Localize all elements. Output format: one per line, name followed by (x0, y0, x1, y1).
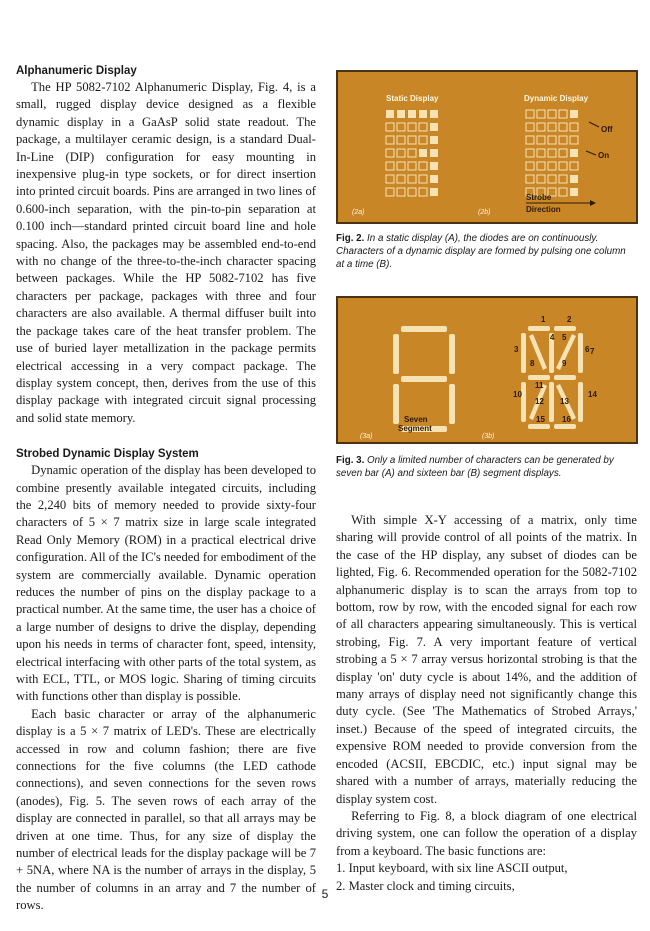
page-number: 5 (321, 887, 329, 901)
led-off (397, 162, 405, 170)
led-off (386, 149, 394, 157)
segment-number-label: 16 (562, 415, 571, 424)
static-led-matrix (386, 110, 438, 196)
segment-bar (549, 382, 554, 422)
led-off (408, 149, 416, 157)
figure-2-caption-text: In a static display (A), the diodes are on continuously. Characters of a dynamic display are formed by pulsing one column at a time (B). (336, 233, 626, 270)
led-on (408, 110, 416, 118)
segment-bar (401, 326, 447, 332)
led-off (397, 136, 405, 144)
paragraph: Referring to Fig. 8, a block diagram of one electrical driving system, one can follow the operation of a display from a keyboard. The basic functions are: (336, 808, 637, 858)
led-off (570, 136, 578, 144)
led-off (559, 188, 567, 196)
segment-number-label: 5 (562, 333, 567, 342)
segment-bar (578, 333, 583, 373)
led-off (559, 162, 567, 170)
led-off (408, 175, 416, 183)
led-off (537, 123, 545, 131)
led-off (419, 175, 427, 183)
led-off (386, 136, 394, 144)
led-off (548, 162, 556, 170)
segment-bar (449, 334, 455, 374)
led-on (386, 110, 394, 118)
led-on (419, 110, 427, 118)
strobe-arrowhead-icon (590, 200, 596, 206)
figure-3 (336, 296, 638, 444)
led-on (430, 188, 438, 196)
figure-2 (336, 70, 638, 224)
led-on (570, 149, 578, 157)
figure-3a-tag: (3a) (360, 433, 373, 440)
led-on (397, 110, 405, 118)
led-off (386, 175, 394, 183)
static-display-label: Static Display (386, 94, 439, 103)
led-on (570, 110, 578, 118)
segment-number-label: 11 (535, 381, 544, 390)
strobe-label: Strobe (526, 193, 552, 202)
segment-number-label: 10 (513, 390, 522, 399)
figure-3-graphic (338, 298, 636, 442)
led-on (570, 175, 578, 183)
segment-number-label: 12 (535, 397, 544, 406)
led-off (537, 110, 545, 118)
led-off (526, 110, 534, 118)
led-off (559, 123, 567, 131)
segment-bar (393, 384, 399, 424)
segment-bar (528, 375, 550, 380)
figure-2-caption (336, 232, 634, 271)
led-on (419, 149, 427, 157)
led-off (548, 175, 556, 183)
led-off (537, 149, 545, 157)
direction-label: Direction (526, 205, 561, 214)
led-off (559, 110, 567, 118)
led-off (419, 188, 427, 196)
led-off (526, 149, 534, 157)
figure-2-caption-label: Fig. 2. (336, 233, 365, 244)
led-off (408, 123, 416, 131)
led-off (408, 188, 416, 196)
on-label: On (598, 151, 610, 160)
led-off (559, 136, 567, 144)
led-off (526, 175, 534, 183)
led-off (526, 136, 534, 144)
figure-3-caption-label: Fig. 3. (336, 455, 365, 466)
list-item: 2. Master clock and timing circuits, (336, 878, 515, 893)
led-on (430, 149, 438, 157)
segment-bar (393, 334, 399, 374)
segment-bar (528, 424, 550, 429)
segment-number-label: 3 (514, 345, 519, 354)
segment-number-label: 15 (536, 415, 545, 424)
led-off (397, 149, 405, 157)
off-pointer-line (589, 122, 599, 127)
paragraph: The HP 5082-7102 Alphanumeric Display, Fig. 4, is a small, rugged display device designed as a flexible dynamic display in a GaAsP solid state readout. The package, a multilayer ceramic design, is a standard Dual-In-Line (DIP) configuration for easy mounting in inexpensive plug-in type sockets, or for direct insertion into printed circuit boards. Pins are arranged in two lines of 0.600-inch separation, with the pin-to-pin separation at 0.100 inch—standard printed circuit board line and hole spacing. Also, the packages may be assembled end-to-end with no change of the three-to-the-inch character spacing between packages. While the HP 5082-7102 has five characters per package, packages with three and four characters are also available. A thermal diffuser built into the package takes care of the heat transfer problem. The use of buried layer metallization in the package permits electrical accessing in a very compact package. The display system concept, then, derives from the use of this display package with integrated circuit signal processing and solid state memory. (16, 80, 316, 425)
figure-3-caption-text: Only a limited number of characters can be generated by seven bar (A) and sixteen bar (B) segment displays. (336, 455, 614, 479)
led-off (559, 149, 567, 157)
led-on (430, 175, 438, 183)
led-off (419, 123, 427, 131)
led-off (559, 175, 567, 183)
segment-bar (554, 326, 576, 331)
off-label: Off (601, 125, 613, 134)
led-off (570, 123, 578, 131)
segment-bar (521, 333, 526, 373)
led-on (430, 110, 438, 118)
led-on (430, 136, 438, 144)
segment-number-label: 8 (530, 359, 535, 368)
led-off (537, 162, 545, 170)
on-pointer-line (586, 151, 596, 155)
led-off (397, 188, 405, 196)
led-off (386, 123, 394, 131)
figure-3b-tag: (3b) (482, 433, 495, 440)
segment-bar (521, 382, 526, 422)
segment-number-label: 1 (541, 315, 546, 324)
segment-number-label: 7 (590, 347, 595, 356)
seven-label: Seven (404, 415, 428, 424)
paragraph: With simple X-Y accessing of a matrix, only time sharing will provide control of all points of the matrix. In the case of the HP display, any subset of diodes can be lighted, Fig. 6. Recommended operation for the 5082-7102 alphanumeric display is to scan the arrays from top to bottom, row by row, with the encoded signal for each row of all characters appearing simultaneously. This is vertical strobing, Fig. 7. A very important feature of vertical strobing a 5 × 7 array versus horizontal strobing is that the display 'on' duty cycle is about 14%, and the addition of many arrays of display need not significantly change this duty cycle. (See 'The Mathematics of Strobed Arrays,' inset.) Because of the speed of integrated circuits, the expensive ROM needed to provide conversion from the encoded (ACSII, EBCDIC, etc.) input signal may be shared with a number of arrays, materially reducing the display system cost. (336, 513, 637, 806)
segment-bar (554, 424, 576, 429)
section-heading-strobed: Strobed Dynamic Display System (16, 448, 199, 461)
led-off (408, 136, 416, 144)
segment-number-label: 4 (550, 333, 555, 342)
right-column (336, 512, 637, 895)
led-on (430, 162, 438, 170)
segment-bar (578, 382, 583, 422)
segment-bar (528, 326, 550, 331)
led-off (386, 162, 394, 170)
led-off (526, 162, 534, 170)
dynamic-led-matrix (526, 110, 578, 196)
led-off (526, 123, 534, 131)
segment-number-label: 9 (562, 359, 567, 368)
led-on (570, 188, 578, 196)
section-heading-alphanumeric: Alphanumeric Display (16, 65, 137, 77)
led-off (548, 136, 556, 144)
figure-2-graphic (338, 72, 636, 222)
segment-bar (449, 384, 455, 424)
segment-number-label: 14 (588, 390, 597, 399)
paragraph: Dynamic operation of the display has been developed to combine presently available integated circuits, including the 2,240 bits of memory needed to provide sixty-four characters of 5 × 7 matrix size in large scale integrated Read Only Memory (ROM) in a practical electrical drive configuration. All of the IC's needed for embodiment of the system are commercially available. Dynamic operation reduces the number of pins on the display package to a practical number. At the same time, the user has a choice of a large number of designs to drive the display, depending upon his needs in terms of character font, speed, intensity, electrical interfacing with other parts of the total system, as with ECL, TTL, or MOS logic. Sharing of timing circuits with functions other than display is possible. (16, 463, 316, 704)
led-off (548, 149, 556, 157)
led-off (548, 110, 556, 118)
led-off (537, 136, 545, 144)
led-off (397, 123, 405, 131)
led-off (537, 175, 545, 183)
figure-2b-tag: (2b) (478, 209, 491, 216)
led-off (419, 136, 427, 144)
led-off (548, 123, 556, 131)
led-on (430, 123, 438, 131)
led-off (397, 175, 405, 183)
segment-label: Segment (398, 424, 432, 433)
figure-3-caption (336, 454, 634, 480)
segment-bar (554, 375, 576, 380)
left-column (16, 64, 316, 915)
segment-number-label: 13 (560, 397, 569, 406)
led-off (408, 162, 416, 170)
dynamic-display-label: Dynamic Display (524, 94, 589, 103)
paragraph: Each basic character or array of the alphanumeric display is a 5 × 7 matrix of LED's. These are electrically accessed in row and column fashion; there are five connections for the five columns (the LED cathode connections), and seven connections for the seven rows (anodes), Fig. 5. The seven rows of each array of the display are connected in parallel, so that all arrays may be driven at one time. Thus, for any size of display the number of electrical leads for the display package will be 7 + 5NA, where NA is the number of arrays in the display, 5 the number of columns in an array and 7 the number of rows. (16, 706, 316, 913)
list-item: 1. Input keyboard, with six line ASCII output, (336, 861, 568, 876)
figure-2a-tag: (2a) (352, 209, 365, 216)
segment-number-label: 2 (567, 315, 572, 324)
led-off (386, 188, 394, 196)
segment-bar (401, 376, 447, 382)
led-off (570, 162, 578, 170)
segment-number-label: 6 (585, 345, 590, 354)
led-off (419, 162, 427, 170)
